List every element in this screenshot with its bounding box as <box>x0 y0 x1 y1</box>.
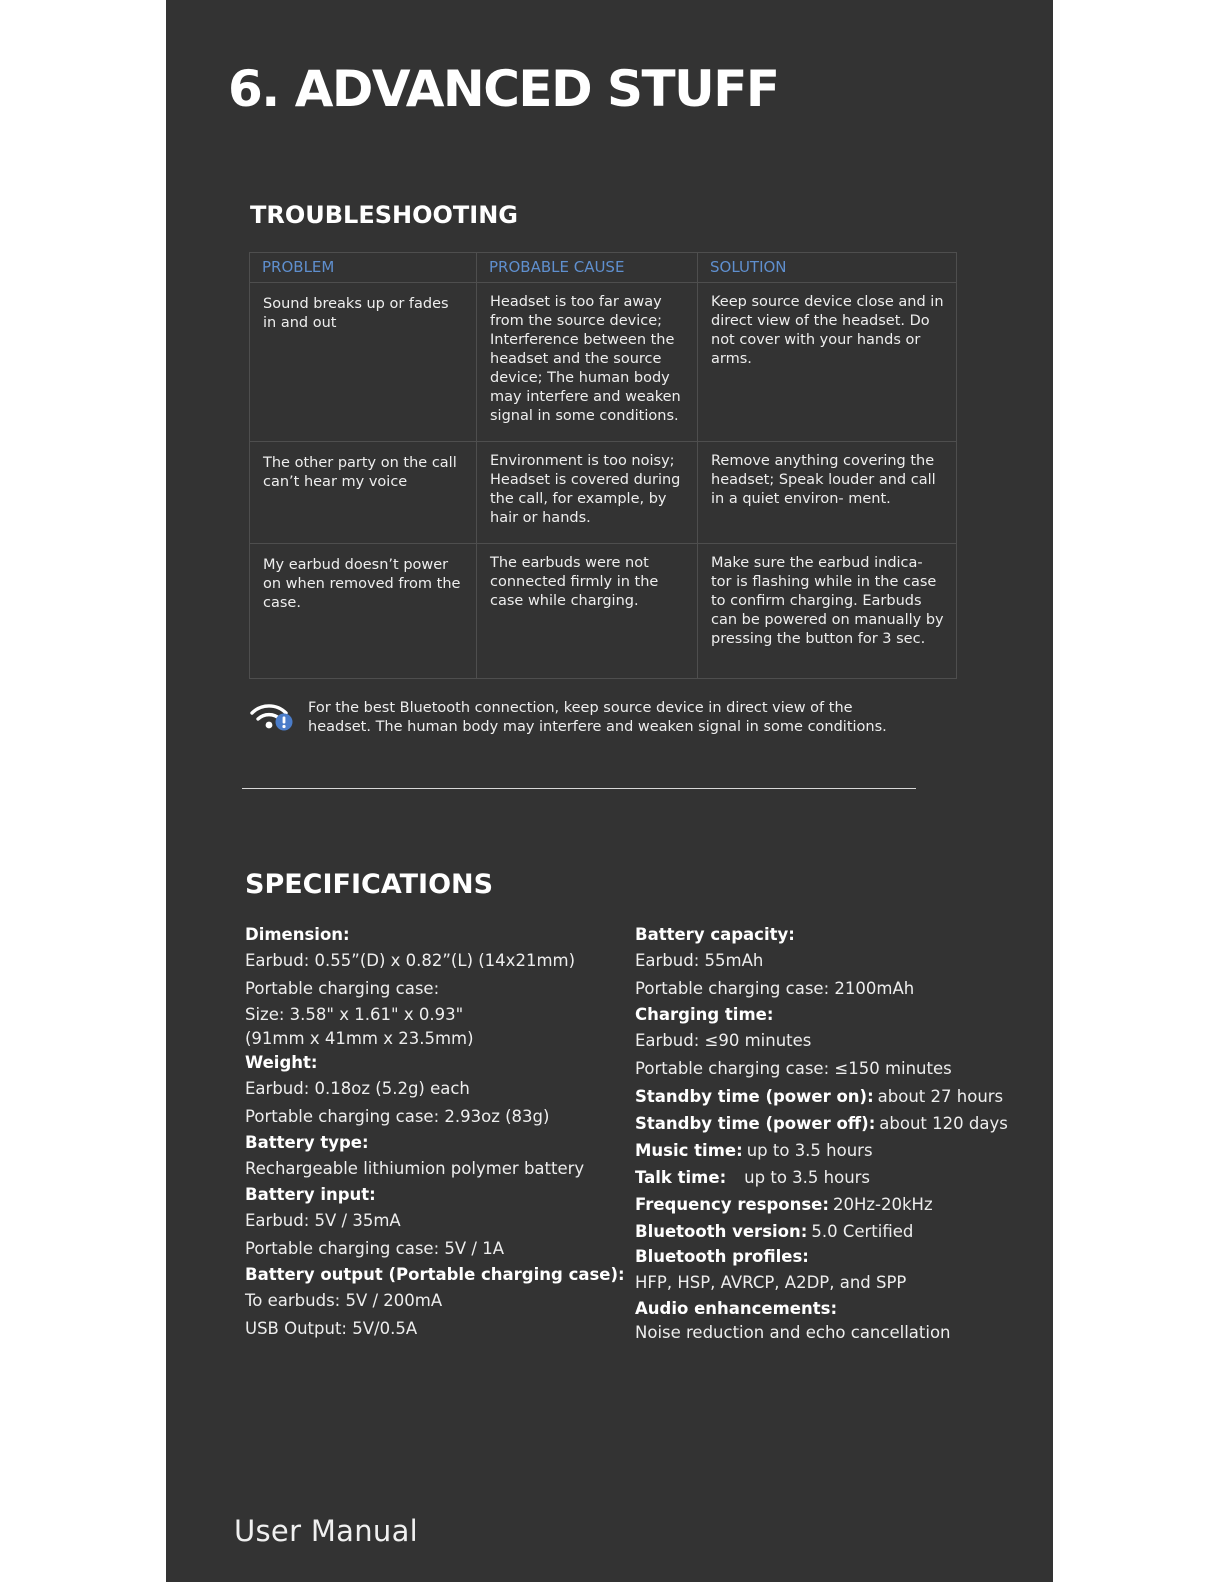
music-value: up to 3.5 hours <box>746 1141 873 1160</box>
cause-cell: The earbuds were not connected firmly in the case while charging. <box>477 544 698 679</box>
dimension-case-label: Portable charging case: <box>245 979 440 998</box>
specs-right-column <box>635 923 1035 1345</box>
standby-on-label: Standby time (power on): <box>635 1087 874 1106</box>
weight-case: Portable charging case: 2.93oz (83g) <box>245 1107 550 1126</box>
solution-cell: Make sure the earbud indica- tor is flashing while in the case to confirm charging. Earbuds can be powered on manually by pressing the button for 3 sec. <box>698 544 957 679</box>
specifications-title: SPECIFICATIONS <box>245 869 494 900</box>
cause-cell: Headset is too far away from the source device; Interference between the headset and the source device; The human body may interfere and weaken signal in some conditions. <box>477 283 698 442</box>
header-solution: SOLUTION <box>698 253 957 283</box>
weight-label: Weight: <box>245 1053 318 1072</box>
music-label: Music time: <box>635 1141 743 1160</box>
specs-left-column <box>245 923 625 1343</box>
header-problem: PROBLEM <box>250 253 477 283</box>
standby-off-row <box>635 1110 1035 1137</box>
capacity-earbud: Earbud: 55mAh <box>635 951 764 970</box>
talk-label: Talk time: <box>635 1168 727 1187</box>
battery-output-earbuds: To earbuds: 5V / 200mA <box>245 1291 443 1310</box>
bt-profiles: HFP, HSP, AVRCP, A2DP, and SPP <box>635 1273 907 1292</box>
dimension-case-size: Size: 3.58" x 1.61" x 0.93" <box>245 1005 464 1024</box>
music-row <box>635 1137 1035 1164</box>
battery-output-usb: USB Output: 5V/0.5A <box>245 1319 418 1338</box>
battery-type-label: Battery type: <box>245 1133 369 1152</box>
battery-output-label: Battery output (Portable charging case): <box>245 1265 625 1284</box>
capacity-label: Battery capacity: <box>635 925 795 944</box>
dimension-case-mm: (91mm x 41mm x 23.5mm) <box>245 1029 474 1048</box>
table-row <box>250 442 957 544</box>
battery-input-label: Battery input: <box>245 1185 376 1204</box>
solution-cell: Remove anything covering the headset; Speak louder and call in a quiet environ- ment. <box>698 442 957 544</box>
table-row <box>250 283 957 442</box>
page-title: 6. ADVANCED STUFF <box>228 60 779 118</box>
charging-label: Charging time: <box>635 1005 774 1024</box>
troubleshooting-table <box>249 252 957 679</box>
charging-case: Portable charging case: ≤150 minutes <box>635 1059 952 1078</box>
manual-page <box>166 0 1053 1582</box>
dimension-label: Dimension: <box>245 925 350 944</box>
problem-cell: The other party on the call can’t hear my voice <box>250 442 477 544</box>
standby-off-value: about 120 days <box>879 1114 1008 1133</box>
standby-on-value: about 27 hours <box>877 1087 1004 1106</box>
section-divider <box>242 788 916 789</box>
bluetooth-note <box>250 699 910 737</box>
wifi-alert-icon <box>250 699 294 733</box>
table-row <box>250 544 957 679</box>
problem-cell: Sound breaks up or fades in and out <box>250 283 477 442</box>
bt-version-row <box>635 1218 1035 1245</box>
charging-earbud: Earbud: ≤90 minutes <box>635 1031 812 1050</box>
note-text: For the best Bluetooth connection, keep source device in direct view of the headset. The human body may interfere and weaken signal in some conditions. <box>308 700 887 735</box>
battery-input-earbud: Earbud: 5V / 35mA <box>245 1211 401 1230</box>
cause-cell: Environment is too noisy; Headset is covered during the call, for example, by hair or hands. <box>477 442 698 544</box>
audio-value: Noise reduction and echo cancellation <box>635 1323 951 1342</box>
bt-profiles-label: Bluetooth profiles: <box>635 1247 809 1266</box>
talk-value: up to 3.5 hours <box>744 1168 871 1187</box>
bt-version-label: Bluetooth version: <box>635 1222 808 1241</box>
problem-cell: My earbud doesn’t power on when removed from the case. <box>250 544 477 679</box>
battery-input-case: Portable charging case: 5V / 1A <box>245 1239 504 1258</box>
header-probable-cause: PROBABLE CAUSE <box>477 253 698 283</box>
capacity-case: Portable charging case: 2100mAh <box>635 979 915 998</box>
talk-row <box>635 1164 1035 1191</box>
frequency-label: Frequency response: <box>635 1195 829 1214</box>
bt-version-value: 5.0 Certified <box>811 1222 914 1241</box>
battery-type: Rechargeable lithiumion polymer battery <box>245 1159 585 1178</box>
footer-label: User Manual <box>234 1514 418 1548</box>
frequency-value: 20Hz-20kHz <box>832 1195 933 1214</box>
table-header-row <box>250 253 957 283</box>
solution-cell: Keep source device close and in direct view of the headset. Do not cover with your hands or arms. <box>698 283 957 442</box>
troubleshooting-title: TROUBLESHOOTING <box>250 201 518 229</box>
standby-on-row <box>635 1083 1035 1110</box>
audio-label: Audio enhancements: <box>635 1299 838 1318</box>
dimension-earbud: Earbud: 0.55”(D) x 0.82”(L) (14x21mm) <box>245 951 576 970</box>
frequency-row <box>635 1191 1035 1218</box>
standby-off-label: Standby time (power off): <box>635 1114 876 1133</box>
weight-earbud: Earbud: 0.18oz (5.2g) each <box>245 1079 470 1098</box>
